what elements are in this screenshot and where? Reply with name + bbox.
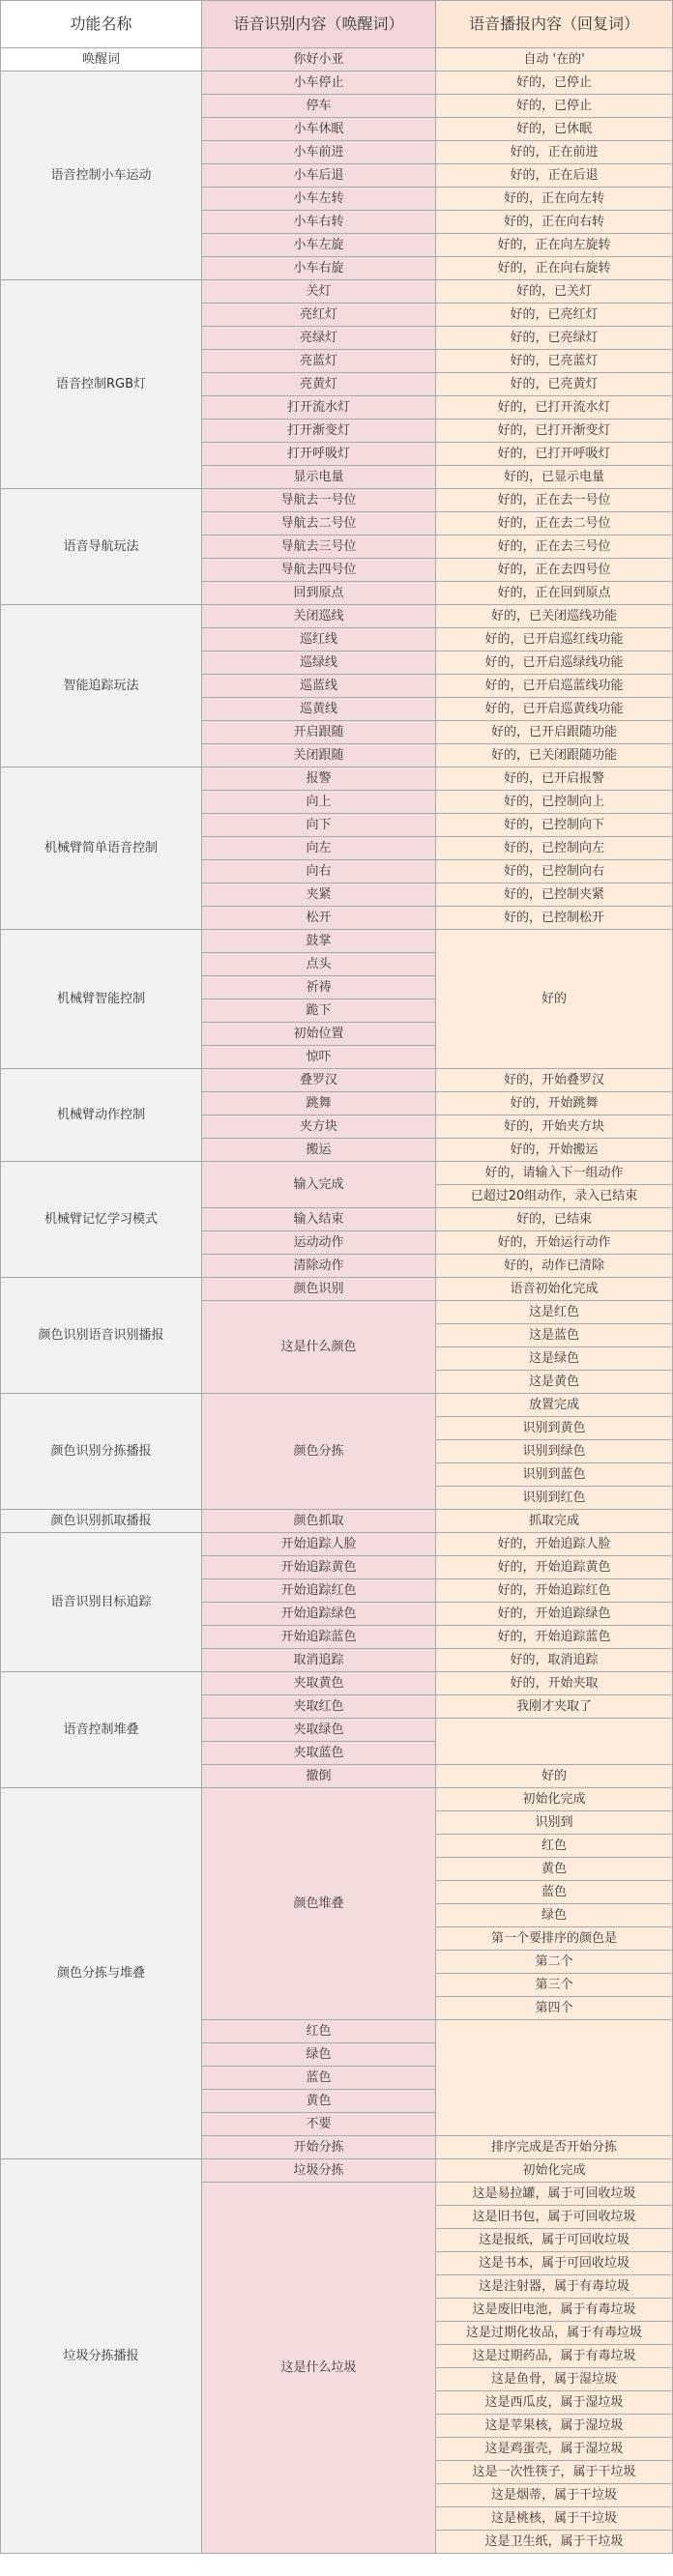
recognition-cell: 向右 bbox=[202, 860, 436, 883]
recognition-cell: 小车前进 bbox=[202, 141, 436, 164]
recognition-cell: 颜色分拣 bbox=[202, 1394, 436, 1510]
reply-cell: 好的，已打开呼吸灯 bbox=[436, 443, 673, 466]
recognition-cell: 蓝色 bbox=[202, 2067, 436, 2090]
recognition-cell: 报警 bbox=[202, 767, 436, 791]
recognition-cell: 巡绿线 bbox=[202, 651, 436, 675]
function-cell: 语音导航玩法 bbox=[1, 489, 202, 605]
recognition-cell: 黄色 bbox=[202, 2090, 436, 2113]
recognition-cell: 取消追踪 bbox=[202, 1649, 436, 1672]
recognition-cell: 开启跟随 bbox=[202, 721, 436, 744]
reply-cell: 这是废旧电池，属于有毒垃圾 bbox=[436, 2299, 673, 2322]
recognition-cell: 夹取蓝色 bbox=[202, 1742, 436, 1765]
recognition-cell: 跳舞 bbox=[202, 1092, 436, 1115]
reply-cell: 这是过期药品，属于有毒垃圾 bbox=[436, 2345, 673, 2368]
table-row bbox=[1, 489, 673, 512]
recognition-cell: 松开 bbox=[202, 907, 436, 930]
reply-cell: 好的，开始跳舞 bbox=[436, 1092, 673, 1115]
reply-cell: 好的，开始夹方块 bbox=[436, 1115, 673, 1139]
recognition-cell: 导航去四号位 bbox=[202, 559, 436, 582]
recognition-cell: 回到原点 bbox=[202, 582, 436, 605]
recognition-cell: 导航去二号位 bbox=[202, 512, 436, 535]
reply-cell: 好的，已控制向上 bbox=[436, 791, 673, 814]
reply-cell: 好的，开始追踪人脸 bbox=[436, 1533, 673, 1556]
table-row bbox=[1, 605, 673, 628]
reply-cell: 好的，正在后退 bbox=[436, 164, 673, 188]
reply-cell: 已超过20组动作，录入已结束 bbox=[436, 1185, 673, 1208]
table-row bbox=[1, 2159, 673, 2183]
recognition-cell: 亮绿灯 bbox=[202, 327, 436, 350]
function-cell: 唤醒词 bbox=[1, 48, 202, 72]
reply-cell: 好的，取消追踪 bbox=[436, 1649, 673, 1672]
reply-cell: 第二个 bbox=[436, 1951, 673, 1974]
reply-cell: 好的，已亮红灯 bbox=[436, 304, 673, 327]
function-cell: 颜色识别抓取播报 bbox=[1, 1510, 202, 1533]
recognition-cell: 向左 bbox=[202, 837, 436, 860]
reply-cell: 这是西瓜皮，属于湿垃圾 bbox=[436, 2391, 673, 2415]
reply-cell: 好的，已停止 bbox=[436, 95, 673, 118]
recognition-cell: 小车左转 bbox=[202, 188, 436, 211]
recognition-cell: 关灯 bbox=[202, 280, 436, 304]
reply-cell: 好的，已开启跟随功能 bbox=[436, 721, 673, 744]
reply-cell: 好的，正在向右旋转 bbox=[436, 257, 673, 280]
table-row bbox=[1, 1672, 673, 1695]
reply-cell: 好的，已亮绿灯 bbox=[436, 327, 673, 350]
recognition-cell: 鼓掌 bbox=[202, 930, 436, 953]
recognition-cell: 开始分拣 bbox=[202, 2136, 436, 2159]
reply-cell: 好的，开始追踪黄色 bbox=[436, 1556, 673, 1579]
reply-cell: 好的 bbox=[436, 930, 673, 1069]
reply-cell: 第三个 bbox=[436, 1974, 673, 1997]
recognition-cell: 输入完成 bbox=[202, 1162, 436, 1208]
recognition-cell: 打开渐变灯 bbox=[202, 420, 436, 443]
reply-cell: 这是桃核，属于干垃圾 bbox=[436, 2507, 673, 2531]
reply-cell: 好的，动作已清除 bbox=[436, 1255, 673, 1278]
reply-cell: 好的，正在向右转 bbox=[436, 211, 673, 234]
function-cell: 机械臂动作控制 bbox=[1, 1069, 202, 1162]
recognition-cell: 打开流水灯 bbox=[202, 396, 436, 420]
reply-cell: 好的，已开启巡蓝线功能 bbox=[436, 675, 673, 698]
recognition-cell: 夹紧 bbox=[202, 883, 436, 907]
reply-cell: 好的 bbox=[436, 1765, 673, 1788]
table-row bbox=[1, 930, 673, 953]
reply-cell: 好的，已控制向左 bbox=[436, 837, 673, 860]
recognition-cell: 关闭巡线 bbox=[202, 605, 436, 628]
reply-cell: 好的，开始搬运 bbox=[436, 1139, 673, 1162]
reply-cell: 好的，已控制向右 bbox=[436, 860, 673, 883]
reply-cell: 这是鱼骨，属于湿垃圾 bbox=[436, 2368, 673, 2391]
reply-cell bbox=[436, 2020, 673, 2136]
recognition-cell: 巡蓝线 bbox=[202, 675, 436, 698]
reply-cell: 好的，已关灯 bbox=[436, 280, 673, 304]
reply-cell: 好的，已关闭巡线功能 bbox=[436, 605, 673, 628]
reply-cell: 语音初始化完成 bbox=[436, 1278, 673, 1301]
reply-cell: 好的，开始叠罗汉 bbox=[436, 1069, 673, 1092]
reply-cell: 好的，已开启巡红线功能 bbox=[436, 628, 673, 651]
table-row bbox=[1, 48, 673, 72]
function-cell: 语音控制RGB灯 bbox=[1, 280, 202, 489]
recognition-cell: 祈祷 bbox=[202, 976, 436, 999]
recognition-cell: 巡黄线 bbox=[202, 698, 436, 721]
table-row bbox=[1, 1533, 673, 1556]
recognition-cell: 关闭跟随 bbox=[202, 744, 436, 767]
reply-cell: 好的，已亮黄灯 bbox=[436, 373, 673, 396]
reply-cell: 抓取完成 bbox=[436, 1510, 673, 1533]
reply-cell: 这是注射器，属于有毒垃圾 bbox=[436, 2275, 673, 2299]
reply-cell: 好的，已打开流水灯 bbox=[436, 396, 673, 420]
recognition-cell: 撤倒 bbox=[202, 1765, 436, 1788]
reply-cell: 好的，已开启巡绿线功能 bbox=[436, 651, 673, 675]
function-cell: 机械臂记忆学习模式 bbox=[1, 1162, 202, 1278]
reply-cell: 这是书本，属于可回收垃圾 bbox=[436, 2252, 673, 2275]
recognition-cell: 亮黄灯 bbox=[202, 373, 436, 396]
recognition-cell: 开始追踪绿色 bbox=[202, 1603, 436, 1626]
recognition-cell: 清除动作 bbox=[202, 1255, 436, 1278]
reply-cell bbox=[436, 1719, 673, 1765]
recognition-cell: 搬运 bbox=[202, 1139, 436, 1162]
reply-cell: 好的，已开启巡黄线功能 bbox=[436, 698, 673, 721]
reply-cell: 好的，已打开渐变灯 bbox=[436, 420, 673, 443]
reply-cell: 识别到黄色 bbox=[436, 1417, 673, 1440]
reply-cell: 这是报纸，属于可回收垃圾 bbox=[436, 2229, 673, 2252]
recognition-cell: 颜色堆叠 bbox=[202, 1788, 436, 2020]
reply-cell: 第四个 bbox=[436, 1997, 673, 2020]
recognition-cell: 开始追踪黄色 bbox=[202, 1556, 436, 1579]
recognition-cell: 垃圾分拣 bbox=[202, 2159, 436, 2183]
reply-cell: 绿色 bbox=[436, 1904, 673, 1927]
reply-cell: 排序完成是否开始分拣 bbox=[436, 2136, 673, 2159]
reply-cell: 好的，正在回到原点 bbox=[436, 582, 673, 605]
recognition-cell: 跪下 bbox=[202, 999, 436, 1023]
recognition-cell: 开始追踪蓝色 bbox=[202, 1626, 436, 1649]
reply-cell: 好的，已停止 bbox=[436, 72, 673, 95]
reply-cell: 好的，开始追踪蓝色 bbox=[436, 1626, 673, 1649]
function-cell: 颜色识别分拣播报 bbox=[1, 1394, 202, 1510]
reply-cell: 这是卫生纸，属于干垃圾 bbox=[436, 2531, 673, 2554]
reply-cell: 好的，正在前进 bbox=[436, 141, 673, 164]
header-function-name: 功能名称 bbox=[1, 1, 202, 48]
function-cell: 垃圾分拣播报 bbox=[1, 2159, 202, 2554]
recognition-cell: 叠罗汉 bbox=[202, 1069, 436, 1092]
reply-cell: 好的，已休眠 bbox=[436, 118, 673, 141]
reply-cell: 好的，正在去一号位 bbox=[436, 489, 673, 512]
function-cell: 智能追踪玩法 bbox=[1, 605, 202, 767]
reply-cell: 这是旧书包，属于可回收垃圾 bbox=[436, 2206, 673, 2229]
recognition-cell: 向下 bbox=[202, 814, 436, 837]
table-row bbox=[1, 1278, 673, 1301]
recognition-cell: 小车后退 bbox=[202, 164, 436, 188]
recognition-cell: 小车右转 bbox=[202, 211, 436, 234]
table-row bbox=[1, 280, 673, 304]
reply-cell: 红色 bbox=[436, 1835, 673, 1858]
recognition-cell: 运动动作 bbox=[202, 1231, 436, 1255]
reply-cell: 初始化完成 bbox=[436, 1788, 673, 1811]
reply-cell: 好的，已开启报警 bbox=[436, 767, 673, 791]
recognition-cell: 小车右旋 bbox=[202, 257, 436, 280]
table-row bbox=[1, 1069, 673, 1092]
reply-cell: 蓝色 bbox=[436, 1881, 673, 1904]
reply-cell: 这是鸡蛋壳，属于湿垃圾 bbox=[436, 2438, 673, 2461]
reply-cell: 这是易拉罐，属于可回收垃圾 bbox=[436, 2183, 673, 2206]
recognition-cell: 亮蓝灯 bbox=[202, 350, 436, 373]
function-cell: 语音识别目标追踪 bbox=[1, 1533, 202, 1672]
reply-cell: 好的，正在去三号位 bbox=[436, 535, 673, 559]
recognition-cell: 夹取绿色 bbox=[202, 1719, 436, 1742]
reply-cell: 初始化完成 bbox=[436, 2159, 673, 2183]
reply-cell: 好的，开始夹取 bbox=[436, 1672, 673, 1695]
reply-cell: 好的，已亮蓝灯 bbox=[436, 350, 673, 373]
reply-cell: 这是黄色 bbox=[436, 1371, 673, 1394]
reply-cell: 好的，请输入下一组动作 bbox=[436, 1162, 673, 1185]
reply-cell: 这是过期化妆品，属于有毒垃圾 bbox=[436, 2322, 673, 2345]
function-cell: 颜色识别语音识别播报 bbox=[1, 1278, 202, 1394]
recognition-cell: 红色 bbox=[202, 2020, 436, 2043]
reply-cell: 这是蓝色 bbox=[436, 1324, 673, 1347]
reply-cell: 好的，已关闭跟随功能 bbox=[436, 744, 673, 767]
reply-cell: 好的，正在去四号位 bbox=[436, 559, 673, 582]
recognition-cell: 夹取黄色 bbox=[202, 1672, 436, 1695]
recognition-cell: 小车左旋 bbox=[202, 234, 436, 257]
table-row bbox=[1, 1788, 673, 1811]
reply-cell: 我刚才夹取了 bbox=[436, 1695, 673, 1719]
recognition-cell: 夹方块 bbox=[202, 1115, 436, 1139]
function-cell: 颜色分拣与堆叠 bbox=[1, 1788, 202, 2159]
reply-cell: 好的，开始追踪红色 bbox=[436, 1579, 673, 1603]
recognition-cell: 输入结束 bbox=[202, 1208, 436, 1231]
reply-cell: 好的，正在向左旋转 bbox=[436, 234, 673, 257]
reply-cell: 黄色 bbox=[436, 1858, 673, 1881]
reply-cell: 好的，开始运行动作 bbox=[436, 1231, 673, 1255]
reply-cell: 放置完成 bbox=[436, 1394, 673, 1417]
recognition-cell: 夹取红色 bbox=[202, 1695, 436, 1719]
function-cell: 机械臂智能控制 bbox=[1, 930, 202, 1069]
reply-cell: 这是绿色 bbox=[436, 1347, 673, 1371]
reply-cell: 第一个要排序的颜色是 bbox=[436, 1927, 673, 1951]
recognition-cell: 不要 bbox=[202, 2113, 436, 2136]
function-cell: 语音控制堆叠 bbox=[1, 1672, 202, 1788]
recognition-cell: 颜色抓取 bbox=[202, 1510, 436, 1533]
reply-cell: 好的，正在去二号位 bbox=[436, 512, 673, 535]
reply-cell: 这是一次性筷子，属于干垃圾 bbox=[436, 2461, 673, 2484]
recognition-cell: 惊吓 bbox=[202, 1046, 436, 1069]
recognition-cell: 打开呼吸灯 bbox=[202, 443, 436, 466]
recognition-cell: 你好小亚 bbox=[202, 48, 436, 72]
recognition-cell: 初始位置 bbox=[202, 1023, 436, 1046]
reply-cell: 好的，已控制夹紧 bbox=[436, 883, 673, 907]
reply-cell: 这是红色 bbox=[436, 1301, 673, 1324]
reply-cell: 好的，已控制松开 bbox=[436, 907, 673, 930]
table-row bbox=[1, 1394, 673, 1417]
reply-cell: 好的，正在向左转 bbox=[436, 188, 673, 211]
header-recognition-content: 语音识别内容（唤醒词） bbox=[202, 1, 436, 48]
table-row bbox=[1, 767, 673, 791]
reply-cell: 自动 '在的' bbox=[436, 48, 673, 72]
header-row bbox=[1, 1, 673, 48]
recognition-cell: 巡红线 bbox=[202, 628, 436, 651]
function-cell: 语音控制小车运动 bbox=[1, 72, 202, 280]
recognition-cell: 小车休眠 bbox=[202, 118, 436, 141]
recognition-cell: 亮红灯 bbox=[202, 304, 436, 327]
reply-cell: 这是苹果核，属于湿垃圾 bbox=[436, 2415, 673, 2438]
recognition-cell: 绿色 bbox=[202, 2043, 436, 2067]
table-row bbox=[1, 1162, 673, 1185]
recognition-cell: 点头 bbox=[202, 953, 436, 976]
recognition-cell: 开始追踪人脸 bbox=[202, 1533, 436, 1556]
function-cell: 机械臂简单语音控制 bbox=[1, 767, 202, 930]
recognition-cell: 开始追踪红色 bbox=[202, 1579, 436, 1603]
recognition-cell: 小车停止 bbox=[202, 72, 436, 95]
reply-cell: 识别到绿色 bbox=[436, 1440, 673, 1463]
recognition-cell: 导航去一号位 bbox=[202, 489, 436, 512]
table-row bbox=[1, 72, 673, 95]
recognition-cell: 颜色识别 bbox=[202, 1278, 436, 1301]
recognition-cell: 这是什么垃圾 bbox=[202, 2183, 436, 2554]
reply-cell: 识别到 bbox=[436, 1811, 673, 1835]
reply-cell: 好的，已结束 bbox=[436, 1208, 673, 1231]
table-row bbox=[1, 1510, 673, 1533]
recognition-cell: 这是什么颜色 bbox=[202, 1301, 436, 1394]
recognition-cell: 显示电量 bbox=[202, 466, 436, 489]
reply-cell: 识别到红色 bbox=[436, 1487, 673, 1510]
reply-cell: 这是烟蒂，属于干垃圾 bbox=[436, 2484, 673, 2507]
header-reply-content: 语音播报内容（回复词） bbox=[436, 1, 673, 48]
recognition-cell: 导航去三号位 bbox=[202, 535, 436, 559]
reply-cell: 好的，已显示电量 bbox=[436, 466, 673, 489]
recognition-cell: 停车 bbox=[202, 95, 436, 118]
reply-cell: 识别到蓝色 bbox=[436, 1463, 673, 1487]
recognition-cell: 向上 bbox=[202, 791, 436, 814]
reply-cell: 好的，开始追踪绿色 bbox=[436, 1603, 673, 1626]
reply-cell: 好的，已控制向下 bbox=[436, 814, 673, 837]
